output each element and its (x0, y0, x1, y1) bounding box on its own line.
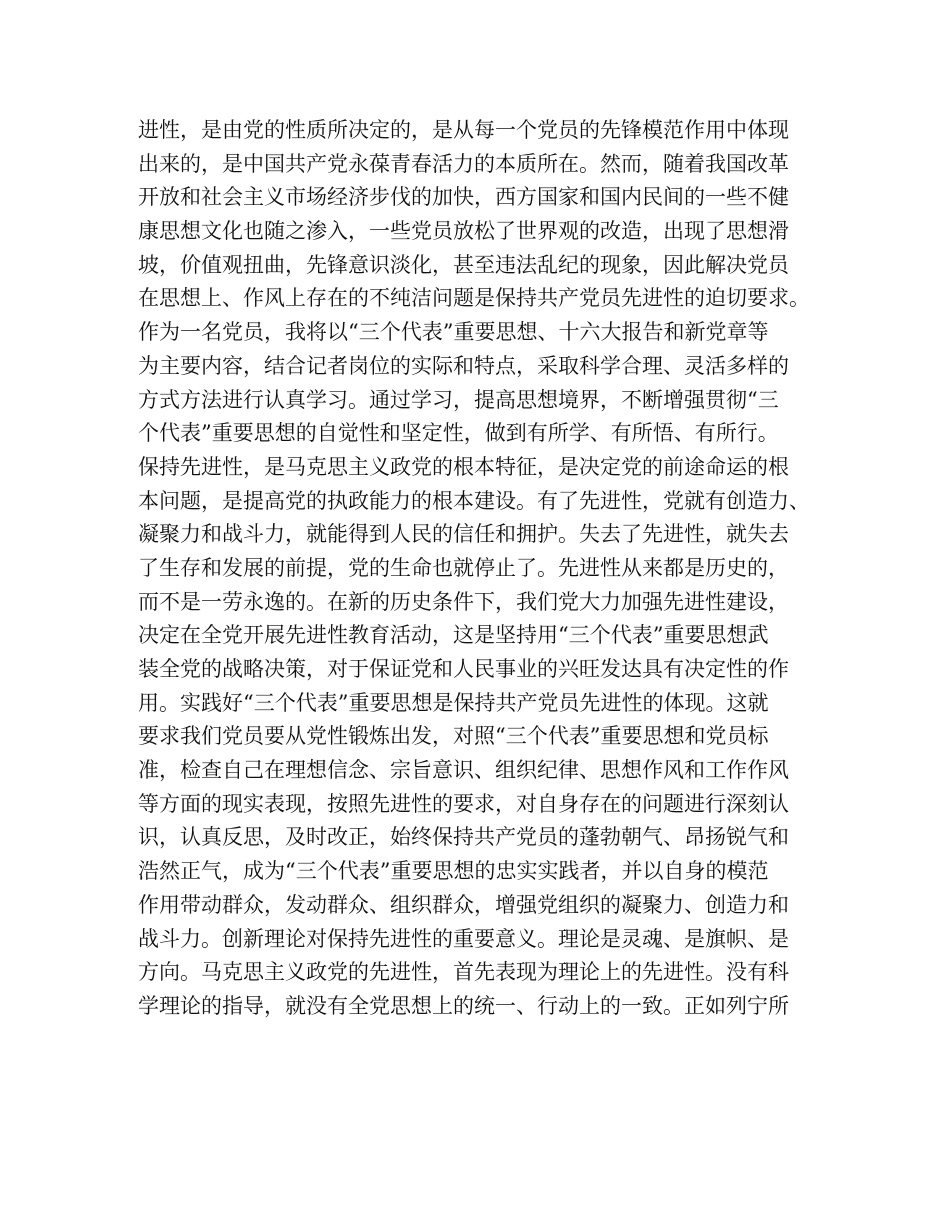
text-line: 等方面的现实表现，按照先进性的要求，对自身存在的问题进行深刻认 (138, 791, 789, 816)
text-line: 决定在全党开展先进性教育活动，这是坚持用“三个代表”重要思想武 (138, 623, 769, 648)
text-line: 康思想文化也随之渗入，一些党员放松了世界观的改造，出现了思想滑 (138, 219, 789, 244)
text-line: 作用带动群众，发动群众、组织群众，增强党组织的凝聚力、创造力和 (138, 892, 789, 917)
text-line: 方式方法进行认真学习。通过学习，提高思想境界，不断增强贯彻“三 (138, 387, 779, 412)
text-line: 开放和社会主义市场经济步伐的加快，西方国家和国内民间的一些不健 (138, 185, 789, 210)
text-line: 装全党的战略决策，对于保证党和人民事业的兴旺发达具有决定性的作 (138, 657, 789, 681)
text-line: 方向。马克思主义政党的先进性，首先表现为理论上的先进性。没有科 (138, 960, 789, 985)
text-line: 了生存和发展的前提，党的生命也就停止了。先进性从来都是历史的， (138, 555, 789, 580)
text-line: 保持先进性，是马克思主义政党的根本特征，是决定党的前途命运的根 (138, 454, 789, 479)
body-text (138, 114, 838, 1024)
text-line: 坡，价值观扭曲，先锋意识淡化，甚至违法乱纪的现象，因此解决党员 (138, 252, 789, 277)
text-line: 为主要内容，结合记者岗位的实际和特点，采取科学合理、灵活多样的 (138, 353, 789, 378)
text-line: 识，认真反思，及时改正，始终保持共产党员的蓬勃朝气、昂扬锐气和 (138, 825, 789, 850)
text-line: 作为一名党员，我将以“三个代表”重要思想、十六大报告和新党章等 (138, 320, 769, 345)
text-line: 准，检查自己在理想信念、宗旨意识、组织纪律、思想作风和工作作风 (138, 758, 789, 783)
text-line: 用。实践好“三个代表”重要思想是保持共产党员先进性的体现。这就 (138, 690, 769, 715)
text-line: 而不是一劳永逸的。在新的历史条件下，我们党大力加强先进性建设， (138, 589, 789, 614)
text-line: 本问题，是提高党的执政能力的根本建设。有了先进性，党就有创造力、 (138, 488, 810, 513)
text-line: 出来的，是中国共产党永葆青春活力的本质所在。然而，随着我国改革 (138, 151, 789, 176)
text-line: 个代表”重要思想的自觉性和坚定性，做到有所学、有所悟、有所行。 (138, 421, 779, 446)
text-line: 战斗力。创新理论对保持先进性的重要意义。理论是灵魂、是旗帜、是 (138, 926, 789, 951)
text-line: 学理论的指导，就没有全党思想上的统一、行动上的一致。正如列宁所 (138, 993, 789, 1018)
text-line: 要求我们党员要从党性锻炼出发，对照“三个代表”重要思想和党员标 (138, 724, 769, 749)
text-line: 进性，是由党的性质所决定的，是从每一个党员的先锋模范作用中体现 (138, 118, 789, 142)
text-line: 凝聚力和战斗力，就能得到人民的信任和拥护。失去了先进性，就失去 (138, 522, 789, 547)
text-line: 在思想上、作风上存在的不纯洁问题是保持共产党员先进性的迫切要求。 (138, 286, 810, 311)
text-line: 浩然正气，成为“三个代表”重要思想的忠实实践者，并以自身的模范 (138, 859, 769, 884)
